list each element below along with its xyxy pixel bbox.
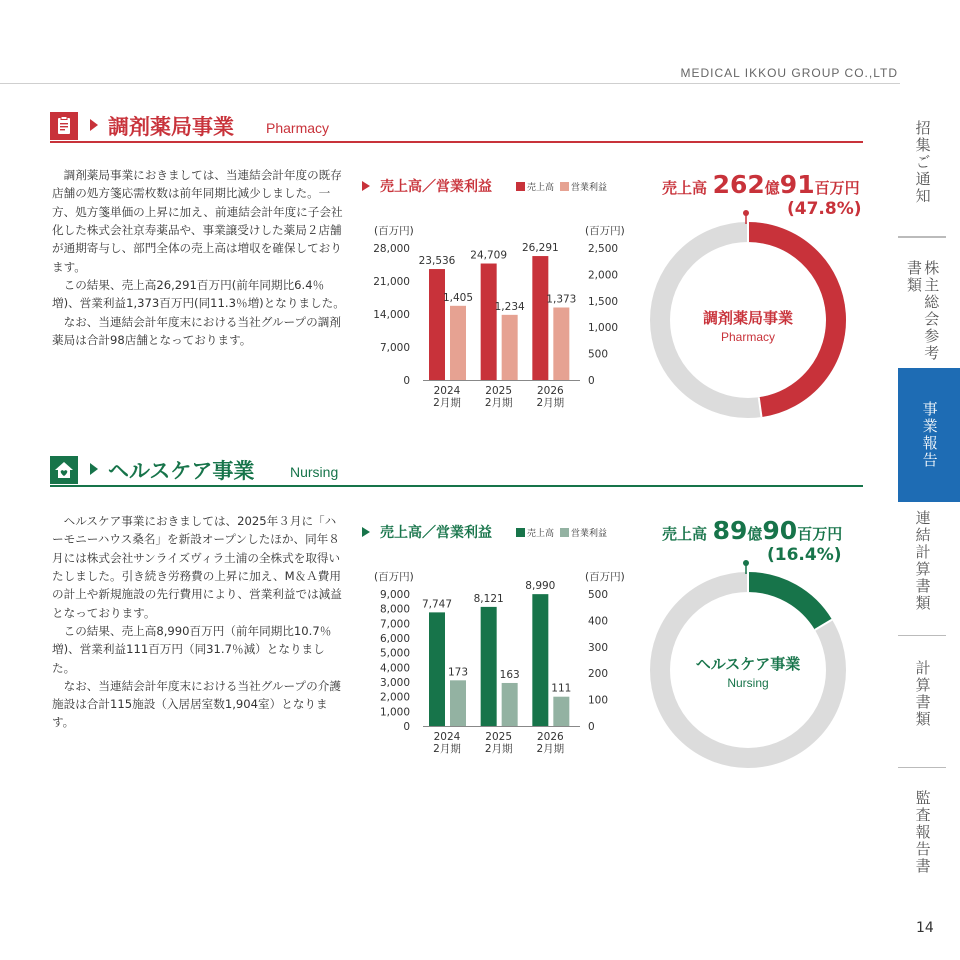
donut-pointer-dot xyxy=(743,210,749,216)
side-navigation xyxy=(898,100,960,900)
nursing-bar-chart xyxy=(360,566,630,766)
x-tick-label: 2月期 xyxy=(536,743,565,755)
y-tick-label-right: 500 xyxy=(588,589,609,601)
bar-sales xyxy=(429,269,445,380)
nav-item-business-report[interactable] xyxy=(898,368,960,502)
nursing-chart-title xyxy=(362,522,492,542)
nursing-paragraph: この結果、売上高8,990百万円（前年同期比10.7％増)、営業利益111百万円（同31.7％減）となりました。 xyxy=(52,623,332,675)
nursing-paragraph: なお、当連結会計年度末における当社グループの介護施設は合計115施設（入居居室数1,904室）となります。 xyxy=(52,678,341,730)
nursing-donut-subtitle: Nursing xyxy=(727,676,769,690)
y-tick-label-right: 0 xyxy=(588,721,595,733)
nursing-paragraph: ヘルスケア事業におきましては、2025年３月に「ハーモニーハウス桑名」を新設オープンしたほか、同年８月には株式会社サンライズヴィラ土浦の全株式を取得いたしました。引き続き労務費の上昇に加え、M＆Ａ費用の計上や新規施設の先行費用により、営業利益では減益となっております。 xyxy=(52,514,342,620)
sales-unit-million: 百万円 xyxy=(797,525,843,543)
y-tick-label-left: 6,000 xyxy=(379,633,410,645)
page-number: 14 xyxy=(916,920,934,936)
nav-item-label: 株主総会参考書類 xyxy=(905,260,941,362)
nav-item-label: 招集ご通知 xyxy=(913,120,932,205)
x-tick-label: 2月期 xyxy=(536,397,565,409)
bar-profit xyxy=(553,697,569,726)
sales-value-oku: 262 xyxy=(712,170,765,199)
data-label-sales: 7,747 xyxy=(421,598,453,611)
x-tick-label: 2月期 xyxy=(484,397,513,409)
y-tick-label-right: 1,000 xyxy=(588,322,619,335)
y-tick-label-left: 0 xyxy=(403,721,410,733)
sales-label: 売上高 xyxy=(662,179,708,197)
nursing-description xyxy=(52,512,346,732)
nav-item-financial-statements[interactable] xyxy=(898,660,946,768)
nav-divider xyxy=(898,237,946,238)
section-arrow-icon xyxy=(90,119,98,131)
pharmacy-donut-name: 調剤薬局事業 xyxy=(702,309,793,327)
data-label-sales: 24,709 xyxy=(470,249,508,262)
sales-unit-million: 百万円 xyxy=(814,179,860,197)
y-axis-unit-right: (百万円) xyxy=(585,571,625,583)
legend-swatch xyxy=(516,182,525,191)
data-label-profit: 173 xyxy=(447,666,469,679)
sales-unit-oku: 億 xyxy=(764,179,780,197)
nursing-donut-name: ヘルスケア事業 xyxy=(695,655,801,673)
pharmacy-rule xyxy=(50,141,863,143)
x-tick-label: 2024 xyxy=(433,731,461,743)
chart-arrow-icon xyxy=(362,181,370,191)
y-axis-unit-right: (百万円) xyxy=(585,225,625,237)
nursing-legend xyxy=(516,526,613,539)
data-label-sales: 8,990 xyxy=(525,580,556,593)
x-tick-label: 2月期 xyxy=(433,397,461,409)
chart-arrow-icon xyxy=(362,527,370,537)
sales-value-million: 90 xyxy=(762,516,798,545)
nav-divider xyxy=(898,635,946,636)
x-tick-label: 2026 xyxy=(536,731,564,743)
x-tick-label: 2月期 xyxy=(484,743,513,755)
y-tick-label-right: 200 xyxy=(588,668,609,681)
data-label-sales: 23,536 xyxy=(418,255,456,268)
nursing-title: ヘルスケア事業 xyxy=(108,459,255,483)
data-label-profit: 1,405 xyxy=(442,291,474,304)
bar-sales xyxy=(481,607,497,726)
y-tick-label-right: 500 xyxy=(588,348,609,361)
y-tick-label-right: 0 xyxy=(588,375,595,387)
nursing-sales-total xyxy=(662,516,842,545)
y-tick-label-left: 3,000 xyxy=(379,677,410,689)
y-axis-unit-left: (百万円) xyxy=(374,571,414,583)
bar-profit xyxy=(502,315,518,380)
bar-profit xyxy=(553,308,569,380)
y-tick-label-right: 2,000 xyxy=(588,269,619,282)
bar-profit xyxy=(502,683,518,726)
pharmacy-section-header xyxy=(50,112,863,142)
bar-sales xyxy=(532,256,548,380)
nav-item-label: 事業報告 xyxy=(920,401,939,469)
prescription-icon xyxy=(50,112,78,140)
y-tick-label-right: 1,500 xyxy=(588,295,619,308)
pharmacy-legend xyxy=(516,180,613,193)
legend-swatch xyxy=(516,528,525,537)
pharmacy-sales-total xyxy=(662,170,860,199)
bar-profit xyxy=(450,306,466,380)
y-tick-label-left: 7,000 xyxy=(379,618,410,631)
nav-item-label: 連結計算書類 xyxy=(913,510,932,612)
nav-divider xyxy=(898,767,946,768)
nav-item-reference-documents[interactable] xyxy=(898,260,946,370)
y-tick-label-left: 9,000 xyxy=(379,589,410,601)
y-tick-label-right: 300 xyxy=(588,641,609,654)
nav-item-consolidated-statements[interactable] xyxy=(898,510,946,636)
pharmacy-paragraph: なお、当連結会計年度末における当社グループの調剤薬局は合計98店舗となっております。 xyxy=(52,314,341,347)
bar-sales xyxy=(481,264,497,380)
legend-swatch xyxy=(560,528,569,537)
x-tick-label: 2024 xyxy=(433,385,461,397)
y-tick-label-left: 28,000 xyxy=(373,243,410,255)
pharmacy-donut-subtitle: Pharmacy xyxy=(720,330,776,344)
legend-item-sales xyxy=(516,180,554,193)
pharmacy-description xyxy=(52,166,346,349)
data-label-profit: 111 xyxy=(551,682,572,695)
data-label-profit: 1,373 xyxy=(546,293,577,306)
chart-title-text: 売上高／営業利益 xyxy=(380,525,492,541)
company-name: MEDICAL IKKOU GROUP CO.,LTD xyxy=(680,66,898,80)
nav-item-notice[interactable] xyxy=(898,120,946,238)
legend-label: 売上高 xyxy=(527,183,555,193)
nursing-sales-share: (16.4%) xyxy=(767,545,842,565)
pharmacy-chart-title xyxy=(362,176,492,196)
pharmacy-paragraph: 調剤薬局事業におきましては、当連結会計年度の既存店舗の処方箋応需枚数は前年同期比減少しました。一方、処方箋単価の上昇に加え、前連結会計年度に子会社化した株式会社京寿薬品や、事業譲受けした薬局２店舗が通期寄与し、部門全体の売上高は増収を確保しております。 xyxy=(52,168,343,274)
y-tick-label-left: 7,000 xyxy=(379,342,410,354)
nursing-section-header xyxy=(50,456,863,486)
y-tick-label-left: 0 xyxy=(403,375,410,387)
nav-divider xyxy=(898,236,946,237)
x-tick-label: 2月期 xyxy=(433,743,461,755)
data-label-profit: 1,234 xyxy=(494,300,525,313)
chart-title-text: 売上高／営業利益 xyxy=(380,179,492,195)
sales-value-oku: 89 xyxy=(712,516,748,545)
section-arrow-icon xyxy=(90,463,98,475)
house-heart-icon xyxy=(50,456,78,484)
donut-share-segment xyxy=(748,582,823,625)
y-tick-label-left: 8,000 xyxy=(379,603,410,616)
pharmacy-sales-share: (47.8%) xyxy=(787,199,862,219)
pharmacy-subtitle: Pharmacy xyxy=(266,120,330,136)
y-tick-label-left: 14,000 xyxy=(373,309,410,321)
y-tick-label-left: 4,000 xyxy=(379,662,410,675)
y-tick-label-left: 21,000 xyxy=(373,276,410,288)
nav-item-label: 計算書類 xyxy=(913,660,932,728)
y-tick-label-right: 2,500 xyxy=(588,243,619,255)
donut-pointer-dot xyxy=(743,560,749,566)
legend-item-profit xyxy=(560,526,607,539)
nursing-rule xyxy=(50,485,863,487)
nav-item-audit-report[interactable] xyxy=(898,790,946,910)
x-tick-label: 2026 xyxy=(536,385,564,397)
legend-label: 営業利益 xyxy=(571,529,608,539)
y-tick-label-left: 1,000 xyxy=(379,706,410,719)
data-label-sales: 8,121 xyxy=(473,592,504,605)
y-tick-label-left: 5,000 xyxy=(379,647,410,660)
x-tick-label: 2025 xyxy=(485,731,513,743)
pharmacy-bar-chart xyxy=(360,220,630,420)
y-axis-unit-left: (百万円) xyxy=(374,225,414,237)
x-tick-label: 2025 xyxy=(485,385,513,397)
y-tick-label-right: 400 xyxy=(588,615,609,628)
bar-profit xyxy=(450,680,466,726)
sales-unit-oku: 億 xyxy=(747,525,763,543)
sales-label: 売上高 xyxy=(662,525,708,543)
bar-sales xyxy=(429,612,445,726)
nav-item-label: 監査報告書 xyxy=(913,790,932,875)
sales-value-million: 91 xyxy=(779,170,815,199)
nursing-subtitle: Nursing xyxy=(290,464,339,480)
legend-swatch xyxy=(560,182,569,191)
legend-item-profit xyxy=(560,180,607,193)
header-rule xyxy=(0,83,900,84)
y-tick-label-right: 100 xyxy=(588,694,609,707)
legend-label: 営業利益 xyxy=(571,183,608,193)
data-label-sales: 26,291 xyxy=(521,242,559,255)
legend-item-sales xyxy=(516,526,554,539)
bar-sales xyxy=(532,594,548,726)
pharmacy-title: 調剤薬局事業 xyxy=(108,115,234,139)
pharmacy-paragraph: この結果、売上高26,291百万円(前年同期比6.4％増)、営業利益1,373百万円(同11.3％増)となりました。 xyxy=(52,277,345,311)
y-tick-label-left: 2,000 xyxy=(379,691,410,704)
data-label-profit: 163 xyxy=(499,668,520,681)
legend-label: 売上高 xyxy=(527,529,555,539)
